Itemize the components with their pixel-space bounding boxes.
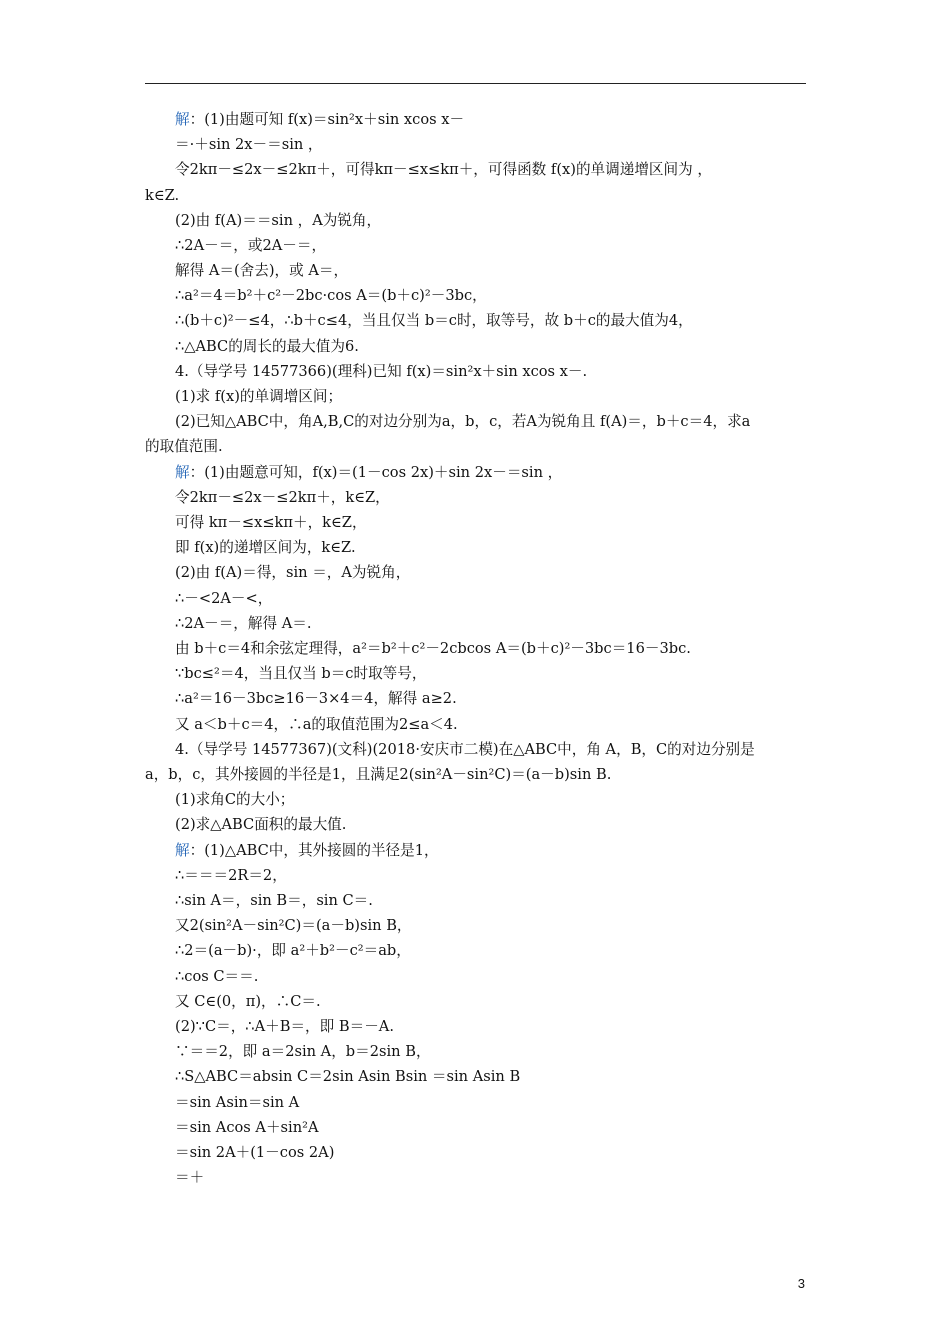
line-text: ∴cos C＝＝. [175, 968, 259, 985]
text-line [145, 186, 179, 206]
text-line [175, 135, 323, 155]
line-text: ：(1)由题意可知，f(x)＝(1－cos 2x)＋sin 2x－＝sin ， [189, 464, 563, 481]
line-text: ＝＋ [175, 1169, 205, 1186]
line-text: ∵＝＝2，即 a＝2sin A，b＝2sin B， [175, 1043, 431, 1060]
line-text: ＝sin Asin＝sin A [175, 1094, 300, 1111]
line-text: ∴△ABC的周长的最大值为6. [175, 338, 359, 355]
line-text: ∴2＝(a－b)·，即 a²＋b²－c²＝ab， [175, 942, 411, 959]
line-text: 可得 kπ－≤x≤kπ＋，k∈Z， [175, 514, 367, 531]
text-line [175, 715, 458, 735]
line-text: ∴sin A＝，sin B＝，sin C＝. [175, 892, 373, 909]
line-text: ∴a²＝4＝b²＋c²－2bc·cos A＝(b＋c)²－3bc， [175, 287, 487, 304]
text-line [175, 110, 464, 130]
text-line [175, 1168, 204, 1188]
line-text: 又2(sin²A－sin²C)＝(a－b)sin B， [175, 917, 412, 934]
text-line [175, 866, 287, 886]
text-line [175, 689, 457, 709]
line-text: (2)已知△ABC中，角A,B,C的对边分别为a，b，c，若A为锐角且 f(A)＝，b＋c＝4，求a [175, 413, 751, 430]
line-text: ＝sin Acos A＋sin²A [175, 1119, 319, 1136]
text-line [175, 916, 412, 936]
text-line [175, 967, 258, 987]
text-line [175, 311, 693, 331]
line-text: ∴2A－＝，或2A－＝， [175, 237, 327, 254]
line-text: 令2kπ－≤2x－≤2kπ＋，可得kπ－≤x≤kπ＋，可得函数 f(x)的单调递增区间为 ， [175, 161, 712, 178]
text-line [175, 236, 326, 256]
text-line [175, 639, 691, 659]
text-line [175, 412, 750, 432]
line-text: ∴＝＝＝2R＝2， [175, 867, 287, 884]
text-line [175, 160, 712, 180]
line-text: (2)由 f(A)＝得，sin ＝，A为锐角， [175, 564, 411, 581]
text-line [145, 437, 223, 457]
text-line [175, 1143, 334, 1163]
text-line [145, 765, 611, 785]
line-text: 由 b＋c＝4和余弦定理得，a²＝b²＋c²－2cbcos A＝(b＋c)²－3bc＝16－3bc. [175, 640, 691, 657]
text-line [175, 815, 346, 835]
solution-label: 解 [175, 111, 190, 128]
line-text: (1)求 f(x)的单调增区间； [175, 388, 343, 405]
line-text: 又 a＜b＋c＝4，∴a的取值范围为2≤a＜4. [175, 716, 458, 733]
text-line [175, 740, 755, 760]
line-text: ＝sin 2A＋(1－cos 2A) [175, 1144, 335, 1161]
solution-label: 解 [175, 842, 190, 859]
line-text: k∈Z. [145, 187, 180, 204]
text-line [175, 463, 562, 483]
text-line [175, 337, 359, 357]
text-line [175, 387, 342, 407]
line-text: ∴a²＝16－3bc≥16－3×4＝4，解得 a≥2. [175, 690, 457, 707]
text-line [175, 538, 356, 558]
text-line [175, 891, 373, 911]
text-line [175, 664, 426, 684]
text-line [175, 563, 410, 583]
line-text: (2)由 f(A)＝＝sin ，A为锐角， [175, 212, 382, 229]
text-line [175, 211, 381, 231]
header-rule [145, 83, 806, 84]
line-text: a，b，c，其外接圆的半径是1，且满足2(sin²A－sin²C)＝(a－b)sin B. [145, 766, 612, 783]
line-text: ：(1)由题可知 f(x)＝sin²x＋sin xcos x－ [189, 111, 465, 128]
text-line [175, 1093, 299, 1113]
text-line [175, 1067, 520, 1087]
solution-label: 解 [175, 464, 190, 481]
line-text: (1)求角C的大小； [175, 791, 295, 808]
text-line [175, 992, 321, 1012]
text-line [175, 614, 312, 634]
line-text: ∵bc≤²＝4，当且仅当 b＝c时取等号， [175, 665, 427, 682]
line-text: 4.（导学号 14577366)(理科)已知 f(x)＝sin²x＋sin xcos x－. [175, 363, 588, 380]
text-line [175, 1017, 394, 1037]
line-text: (2)∵C＝，∴A＋B＝，即 B＝－A. [175, 1018, 394, 1035]
line-text: 解得 A＝(舍去)，或 A＝， [175, 262, 349, 279]
line-text: 即 f(x)的递增区间为，k∈Z. [175, 539, 356, 556]
line-text: (2)求△ABC面积的最大值. [175, 816, 347, 833]
line-text: 4.（导学号 14577367)(文科)(2018·安庆市二模)在△ABC中，角 A，B，C的对边分别是 [175, 741, 755, 758]
text-line [175, 1042, 431, 1062]
line-text: 令2kπ－≤2x－≤2kπ＋，k∈Z， [175, 489, 390, 506]
text-line [175, 841, 439, 861]
line-text: ∴2A－＝，解得 A＝. [175, 615, 312, 632]
text-line [175, 1118, 319, 1138]
text-line [175, 589, 272, 609]
text-line [175, 261, 348, 281]
text-line [175, 362, 587, 382]
line-text: 的取值范围. [145, 438, 223, 455]
line-text: 又 C∈(0，π)，∴C＝. [175, 993, 321, 1010]
line-text: ∴(b＋c)²－≤4，∴b＋c≤4，当且仅当 b＝c时，取等号，故 b＋c的最大值为4， [175, 312, 693, 329]
line-text: ＝·＋sin 2x－＝sin ， [175, 136, 323, 153]
line-text: ∴－<2A－<， [175, 590, 273, 607]
text-line [175, 941, 411, 961]
text-line [175, 488, 390, 508]
line-text: ∴S△ABC＝absin C＝2sin Asin Bsin ＝sin Asin B [175, 1068, 521, 1085]
page-number: 3 [797, 1276, 805, 1291]
text-line [175, 513, 367, 533]
text-line [175, 286, 487, 306]
text-line [175, 790, 294, 810]
line-text: ：(1)△ABC中，其外接圆的半径是1， [189, 842, 439, 859]
